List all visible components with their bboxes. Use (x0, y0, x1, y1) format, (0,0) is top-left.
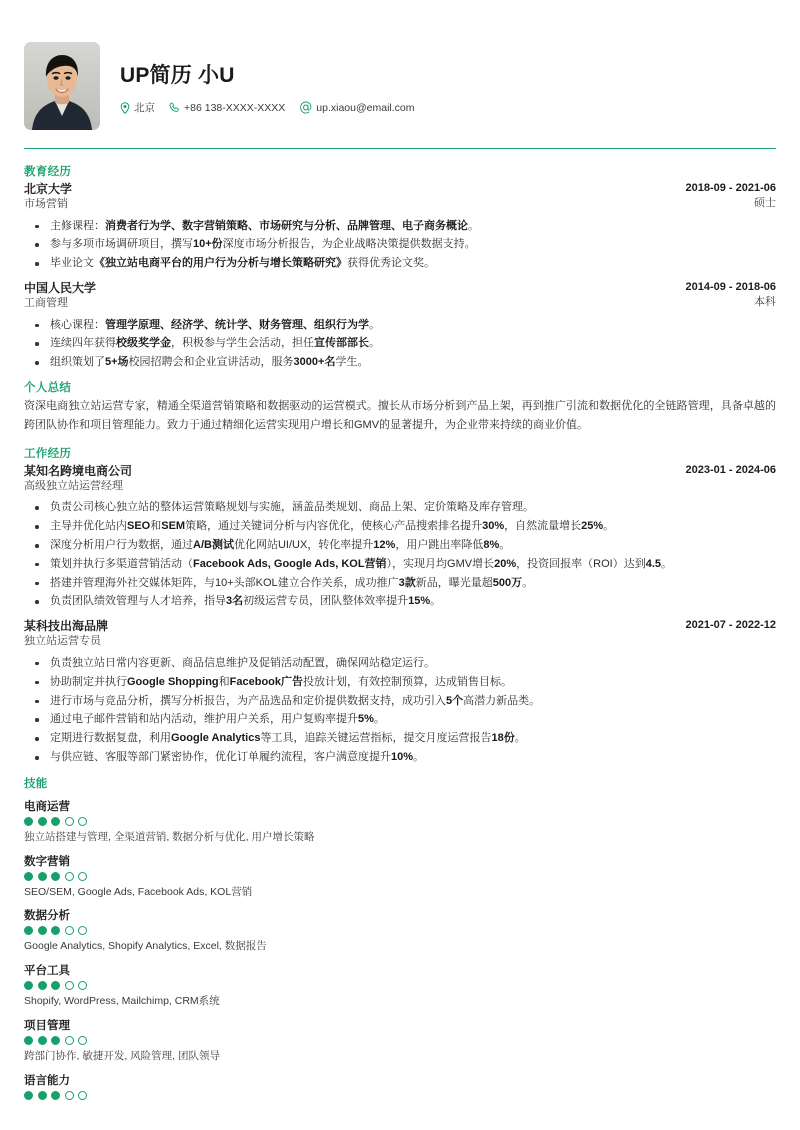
bullet-item: 进行市场与竞品分析，撰写分析报告，为产品选品和定价提供数据支持，成功引入5个高潜力新品类。 (24, 693, 776, 711)
skill-level-meter (24, 1036, 776, 1045)
work-dates: 2021-07 - 2022-12 (685, 619, 776, 632)
work-bullets (24, 499, 776, 611)
bullet-item: 主修课程：消费者行为学、数字营销策略、市场研究与分析、品牌管理、电子商务概论。 (24, 218, 776, 236)
bullet-item: 与供应链、客服等部门紧密协作，优化订单履约流程，客户满意度提升10%。 (24, 749, 776, 767)
section-title-education: 教育经历 (24, 166, 72, 178)
skill-name: 数据分析 (24, 910, 70, 923)
education-dates: 2018-09 - 2021-06 (685, 182, 776, 194)
section-skills (24, 775, 776, 1100)
education-entry (24, 280, 776, 372)
bullet-item: 负责公司核心独立站的整体运营策略规划与实施，涵盖品类规划、商品上架、定价策略及库存管理。 (24, 499, 776, 517)
skill-item (24, 907, 776, 955)
bullet-item: 负责独立站日常内容更新、商品信息维护及促销活动配置，确保网站稳定运行。 (24, 655, 776, 673)
skill-name: 语言能力 (24, 1074, 70, 1087)
header-divider (24, 148, 776, 149)
bullet-item: 毕业论文《独立站电商平台的用户行为分析与增长策略研究》获得优秀论文奖。 (24, 255, 776, 273)
work-entry (24, 618, 776, 766)
skill-name: 电商运营 (24, 800, 70, 813)
section-title-summary: 个人总结 (24, 382, 72, 395)
skill-dot-empty (65, 1036, 74, 1045)
skill-item (24, 1017, 776, 1065)
email-at-icon: @ (299, 100, 313, 115)
bullet-item: 策划并执行多渠道营销活动（Facebook Ads, Google Ads, KOL营销），实现月均GMV增长20%，投资回报率（ROI）达到4.5。 (24, 556, 776, 574)
skills-list (24, 798, 776, 1100)
major: 工商管理 (24, 297, 68, 310)
education-bullets (24, 218, 776, 273)
contact-location (120, 100, 155, 115)
work-dates: 2023-01 - 2024-06 (685, 463, 776, 476)
avatar (24, 42, 100, 130)
skill-level-meter (24, 872, 776, 881)
skill-dot-filled (51, 981, 60, 990)
school-name: 北京大学 (24, 182, 73, 196)
skill-name: 平台工具 (24, 965, 70, 977)
skill-dot-empty (78, 1091, 87, 1100)
skill-dot-empty (65, 981, 74, 990)
bullet-item: 负责团队绩效管理与人才培养，指导3名初级运营专员，团队整体效率提升15%。 (24, 593, 776, 611)
education-bullets (24, 317, 776, 372)
section-work (24, 445, 776, 767)
skill-detail: Shopify, WordPress, Mailchimp, CRM系统 (24, 995, 220, 1007)
bullet-item: 协助制定并执行Google Shopping和Facebook广告投放计划，有效控制预算，达成销售目标。 (24, 674, 776, 692)
school-name: 中国人民大学 (24, 281, 97, 296)
contact-location-text: 北京 (134, 102, 155, 114)
skill-detail: SEO/SEM, Google Ads, Facebook Ads, KOL营销 (24, 885, 253, 898)
skill-dot-filled (38, 926, 47, 935)
skill-dot-empty (65, 872, 74, 881)
skill-level-meter (24, 1091, 776, 1100)
bullet-item: 连续四年获得校级奖学金，积极参与学生会活动，担任宣传部部长。 (24, 335, 776, 353)
bullet-item: 通过电子邮件营销和站内活动，维护用户关系，用户复购率提升5%。 (24, 711, 776, 729)
skill-dot-filled (51, 1036, 60, 1045)
skill-dot-filled (38, 1036, 47, 1045)
section-summary (24, 379, 776, 435)
bullet-item: 组织策划了5+场校园招聘会和企业宣讲活动，服务3000+名学生。 (24, 354, 776, 372)
skill-dot-filled (51, 1091, 60, 1100)
bullet-item: 主导并优化站内SEO和SEM策略，通过关键词分析与内容优化，使核心产品搜索排名提升30%，自然流量增长25%。 (24, 518, 776, 536)
skill-dot-filled (38, 817, 47, 826)
skill-dot-filled (24, 981, 33, 990)
skill-dot-empty (78, 926, 87, 935)
resume-header (24, 42, 776, 148)
candidate-name: UP简历 小U (120, 64, 235, 87)
job-title: 高级独立站运营经理 (24, 480, 123, 493)
contact-row (120, 100, 776, 115)
section-title-work: 工作经历 (24, 447, 72, 460)
education-dates: 2014-09 - 2018-06 (685, 281, 776, 294)
skill-dot-filled (24, 817, 33, 826)
skill-detail: 跨部门协作, 敏捷开发, 风险管理, 团队领导 (24, 1049, 221, 1062)
section-education (24, 163, 776, 372)
contact-phone (169, 102, 285, 114)
skill-item (24, 1072, 776, 1100)
summary-text: 资深电商独立站运营专家，精通全渠道营销策略和数据驱动的运营模式。擅长从市场分析到产品上架，再到推广引流和数据优化的全链路管理，具备卓越的跨团队协作和项目管理能力。致力于通过精细化运营实现用户增长和GMV的显著提升，为企业带来持续的商业价值。 (24, 400, 776, 431)
skill-level-meter (24, 817, 776, 826)
skill-dot-filled (24, 1091, 33, 1100)
skill-item (24, 853, 776, 901)
skill-dot-filled (51, 872, 60, 881)
work-bullets (24, 655, 776, 767)
contact-phone-text: +86 138-XXXX-XXXX (184, 101, 286, 114)
skill-item (24, 962, 776, 1010)
skill-dot-empty (65, 1091, 74, 1100)
degree: 硕士 (754, 196, 776, 209)
bullet-item: 搭建并管理海外社交媒体矩阵，与10+头部KOL建立合作关系，成功推广3款新品，曝光量超500万。 (24, 575, 776, 593)
skill-dot-filled (51, 817, 60, 826)
major: 市场营销 (24, 198, 68, 211)
skill-dot-empty (78, 872, 87, 881)
skill-item (24, 798, 776, 846)
job-title: 独立站运营专员 (24, 635, 101, 648)
skill-dot-filled (24, 1036, 33, 1045)
skill-dot-empty (65, 817, 74, 826)
bullet-item: 参与多项市场调研项目，撰写10+份深度市场分析报告，为企业战略决策提供数据支持。 (24, 236, 776, 254)
skill-dot-empty (78, 817, 87, 826)
skill-dot-empty (65, 926, 74, 935)
skill-dot-empty (78, 981, 87, 990)
skill-detail: 独立站搭建与管理, 全渠道营销, 数据分析与优化, 用户增长策略 (24, 830, 315, 843)
skill-dot-filled (38, 981, 47, 990)
skill-dot-filled (51, 926, 60, 935)
contact-email-text: up.xiaou@email.com (316, 101, 415, 114)
bullet-item: 定期进行数据复盘，利用Google Analytics等工具，追踪关键运营指标，提交月度运营报告18份。 (24, 730, 776, 748)
skill-level-meter (24, 926, 776, 935)
phone-icon (169, 102, 180, 113)
skill-dot-filled (38, 872, 47, 881)
bullet-item: 核心课程：管理学原理、经济学、统计学、财务管理、组织行为学。 (24, 317, 776, 335)
company-name: 某知名跨境电商公司 (24, 463, 133, 478)
skill-dot-filled (24, 872, 33, 881)
degree: 本科 (754, 295, 776, 308)
work-entry (24, 463, 776, 611)
bullet-item: 深度分析用户行为数据，通过A/B测试优化网站UI/UX，转化率提升12%，用户跳出率降低8%。 (24, 537, 776, 555)
company-name: 某科技出海品牌 (24, 619, 109, 634)
skill-name: 项目管理 (24, 1019, 70, 1032)
skill-dot-empty (78, 1036, 87, 1045)
skill-level-meter (24, 981, 776, 990)
contact-email (299, 101, 414, 114)
skill-name: 数字营销 (24, 855, 70, 868)
skill-dot-filled (38, 1091, 47, 1100)
section-title-skills: 技能 (24, 777, 48, 790)
location-pin-icon (120, 102, 130, 114)
skill-detail: Google Analytics, Shopify Analytics, Excel, 数据报告 (24, 940, 267, 953)
skill-dot-filled (24, 926, 33, 935)
identity-block (120, 57, 776, 115)
education-entry (24, 181, 776, 273)
